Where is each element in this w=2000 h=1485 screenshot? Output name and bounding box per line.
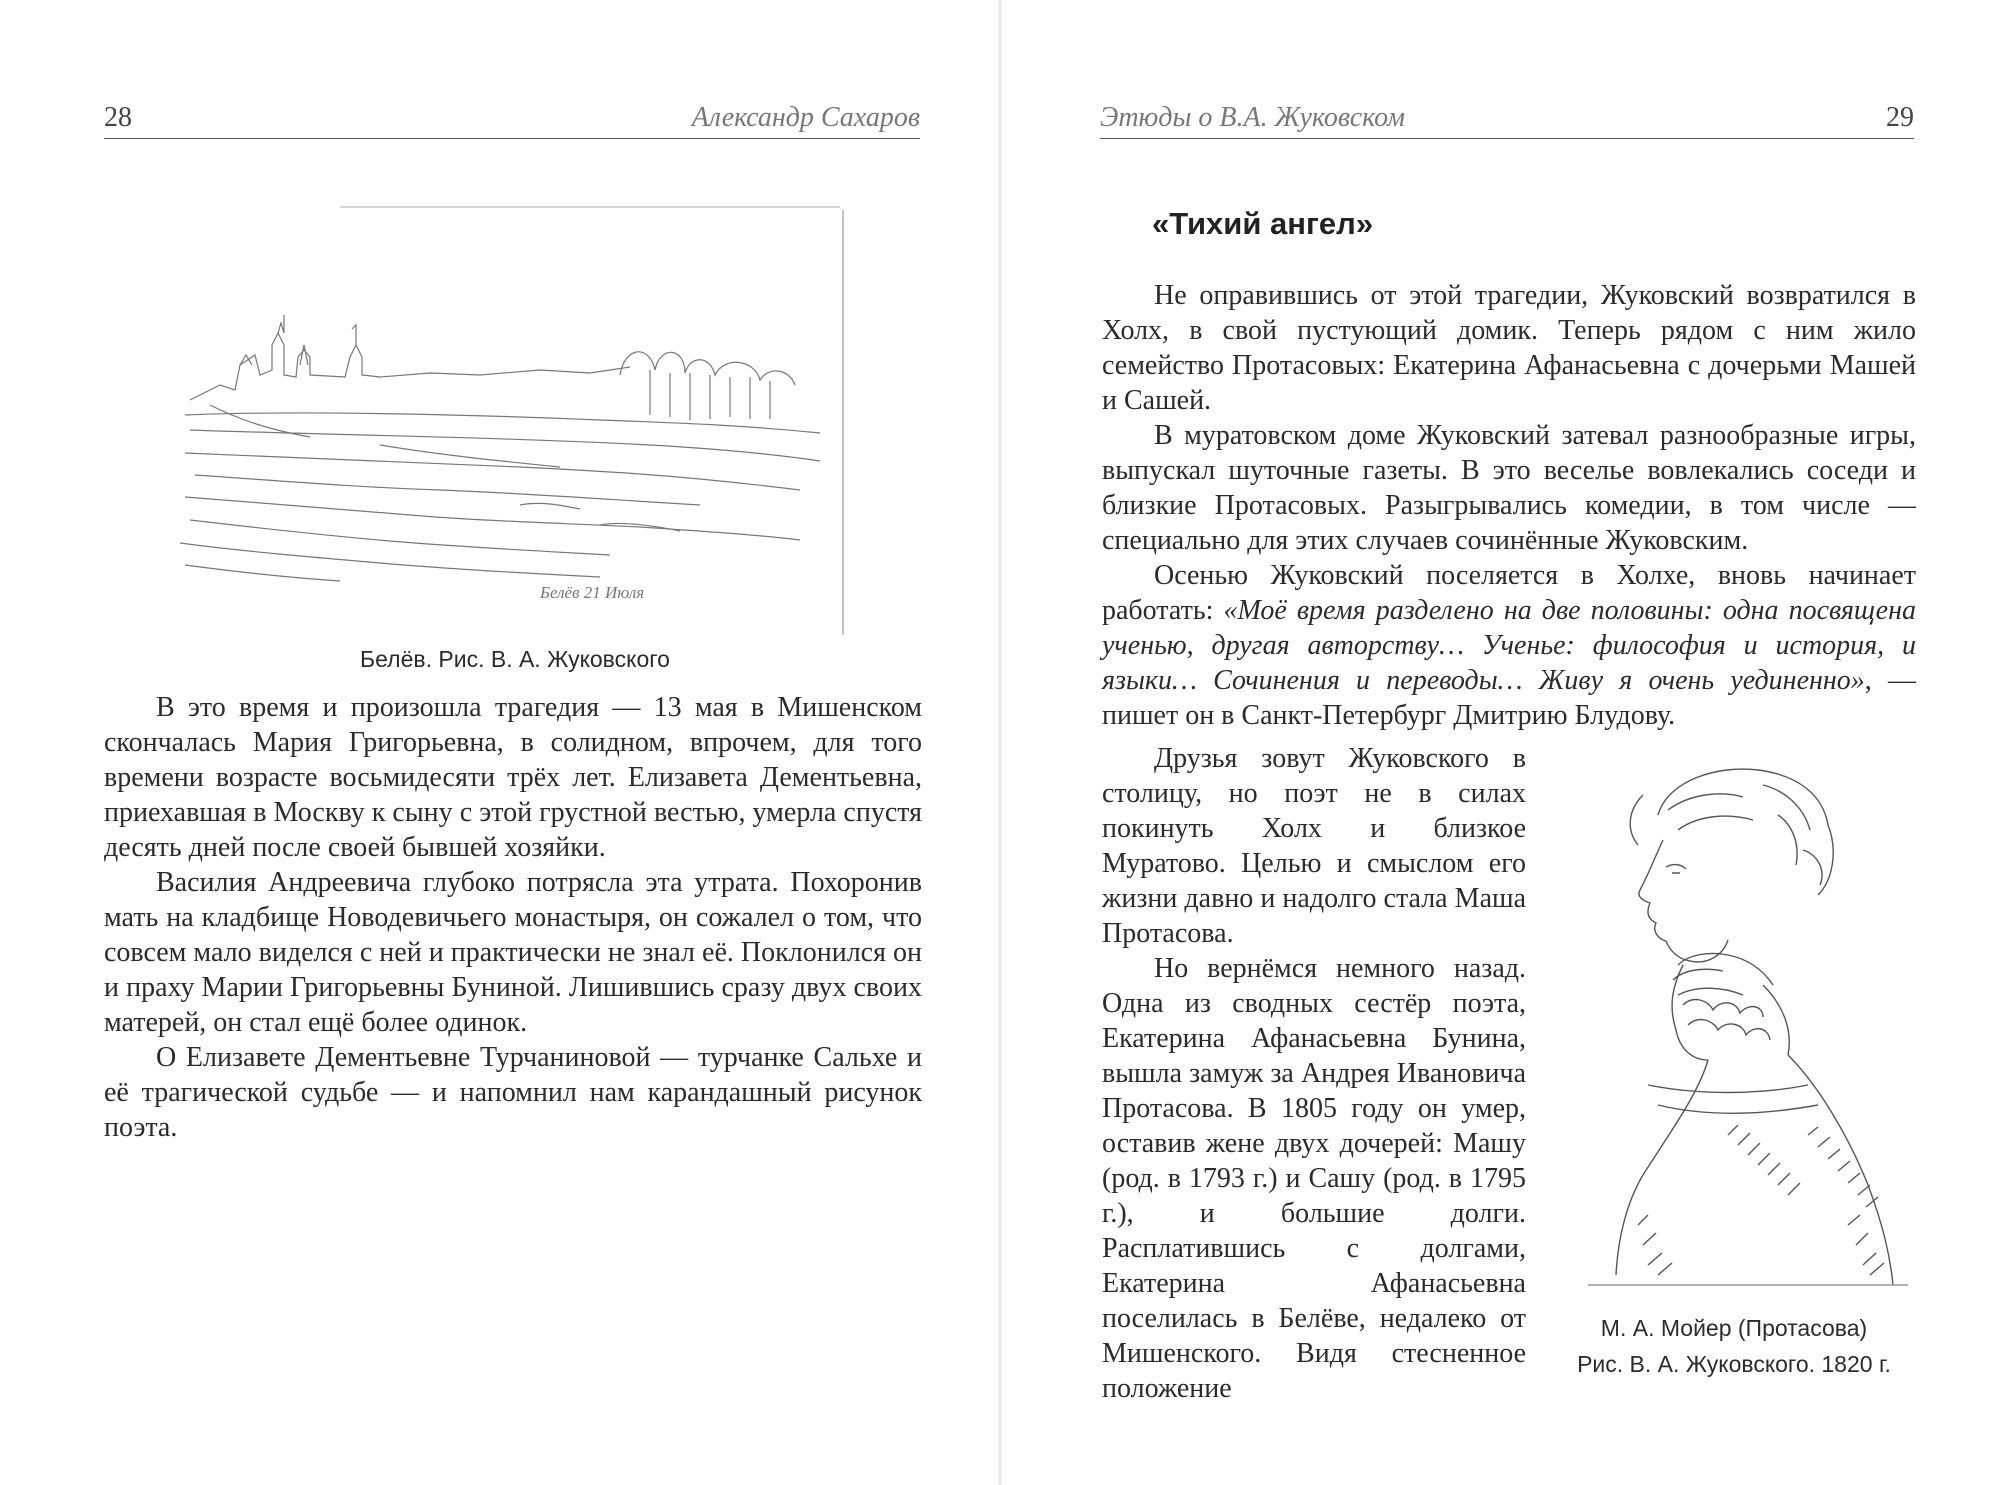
paragraph: Василия Андреевича глубоко потрясла эта утрата. Похоронив мать на кладбище Новодевичьего монастыря, он сожалел о том, что совсем мало виделся с ней и практически не знал её. Поклонился он и праху Марии Григорьевны Буниной. Лишившись сразу двух своих матерей, он стал ещё более одинок. — [104, 867, 922, 1038]
page-number: 28 — [104, 102, 132, 133]
right-running-head — [1100, 98, 1914, 139]
sketch-inscription: Белёв 21 Июля — [540, 583, 645, 602]
paragraph-with-quote: Осенью Жуковский поселяется в Холхе, вновь начинает работать: «Моё время разделено на две половины: одна посвящена ученью, другая авторству… Ученье: философия и история, и языки… Сочинения и переводы… Живу я очень уединенно», — пишет он в Санкт-Петербург Дмитрию Блудову. — [1102, 560, 1917, 731]
portrait-sketch — [1548, 755, 1920, 1295]
right-body-text — [1102, 278, 1916, 733]
right-body-text-column — [1102, 741, 1526, 1406]
landscape-sketch-drawing — [180, 205, 850, 645]
quote: «Моё время разделено на две половины: одна посвящена ученью, другая авторству… Ученье: философия и история, и языки… Сочинения и переводы… Живу я очень уединенно» — [1102, 595, 1917, 696]
paragraph: В это время и произошла трагедия — 13 мая в Мишенском скончалась Мария Григорьевна, в солидном, впрочем, для того времени возрасте восьмидесяти трёх лет. Елизавета Дементьевна, приехавшая в Москву к сыну с этой грустной вестью, умерла спустя десять дней после своей бывшей хозяйки. — [104, 692, 922, 863]
paragraph: О Елизавете Дементьевне Турчаниновой — турчанке Сальхе и её трагической судьбе — и напомнил нам карандашный рисунок поэта. — [104, 1042, 922, 1143]
paragraph: Но вернёмся немного назад. Одна из сводных сестёр поэта, Екатерина Афанасьевна Бунина, вышла замуж за Андрея Ивановича Протасова. В 1805 году он умер, оставив жене двух дочерей: Машу (род. в 1793 г.) и Сашу (род. в 1795 г.), и большие долги. Расплатившись с долгами, Екатерина Афанасьевна поселилась в Белёве, недалеко от Мишенского. Видя стесненное положение — [1102, 953, 1526, 1404]
paragraph: Друзья зовут Жуковского в столицу, но поэт не в силах покинуть Холх и близкое Муратово. Целью и смыслом его жизни давно и надолго стала Маша Протасова. — [1102, 743, 1526, 949]
left-running-head — [104, 98, 920, 139]
portrait-caption — [1548, 1310, 1920, 1382]
landscape-caption: Белёв. Рис. В. А. Жуковского — [360, 646, 670, 672]
running-head-title: Этюды о В.А. Жуковском — [1100, 102, 1405, 133]
page-number: 29 — [1886, 102, 1914, 133]
portrait-sketch-drawing — [1548, 755, 1920, 1295]
left-body-text — [104, 690, 922, 1145]
portrait-caption-subject: М. А. Мойер (Протасова) — [1600, 1315, 1868, 1341]
paragraph: В муратовском доме Жуковский затевал разнообразные игры, выпускал шуточные газеты. В это веселье вовлекались соседи и близкие Протасовых. Разыгрывались комедии, в том числе — специально для этих случаев сочинённые Жуковским. — [1102, 420, 1916, 556]
portrait-caption-credit: Рис. В. А. Жуковского. 1820 г. — [1577, 1351, 1891, 1377]
landscape-sketch — [180, 205, 850, 645]
chapter-heading: «Тихий ангел» — [1152, 206, 1374, 241]
right-page — [1000, 0, 2000, 1485]
paragraph: Не оправившись от этой трагедии, Жуковский возвратился в Холх, в свой пустующий домик. Теперь рядом с ним жило семейство Протасовых: Екатерина Афанасьевна с дочерьми Машей и Сашей. — [1102, 280, 1916, 416]
running-head-author: Александр Сахаров — [691, 102, 920, 133]
